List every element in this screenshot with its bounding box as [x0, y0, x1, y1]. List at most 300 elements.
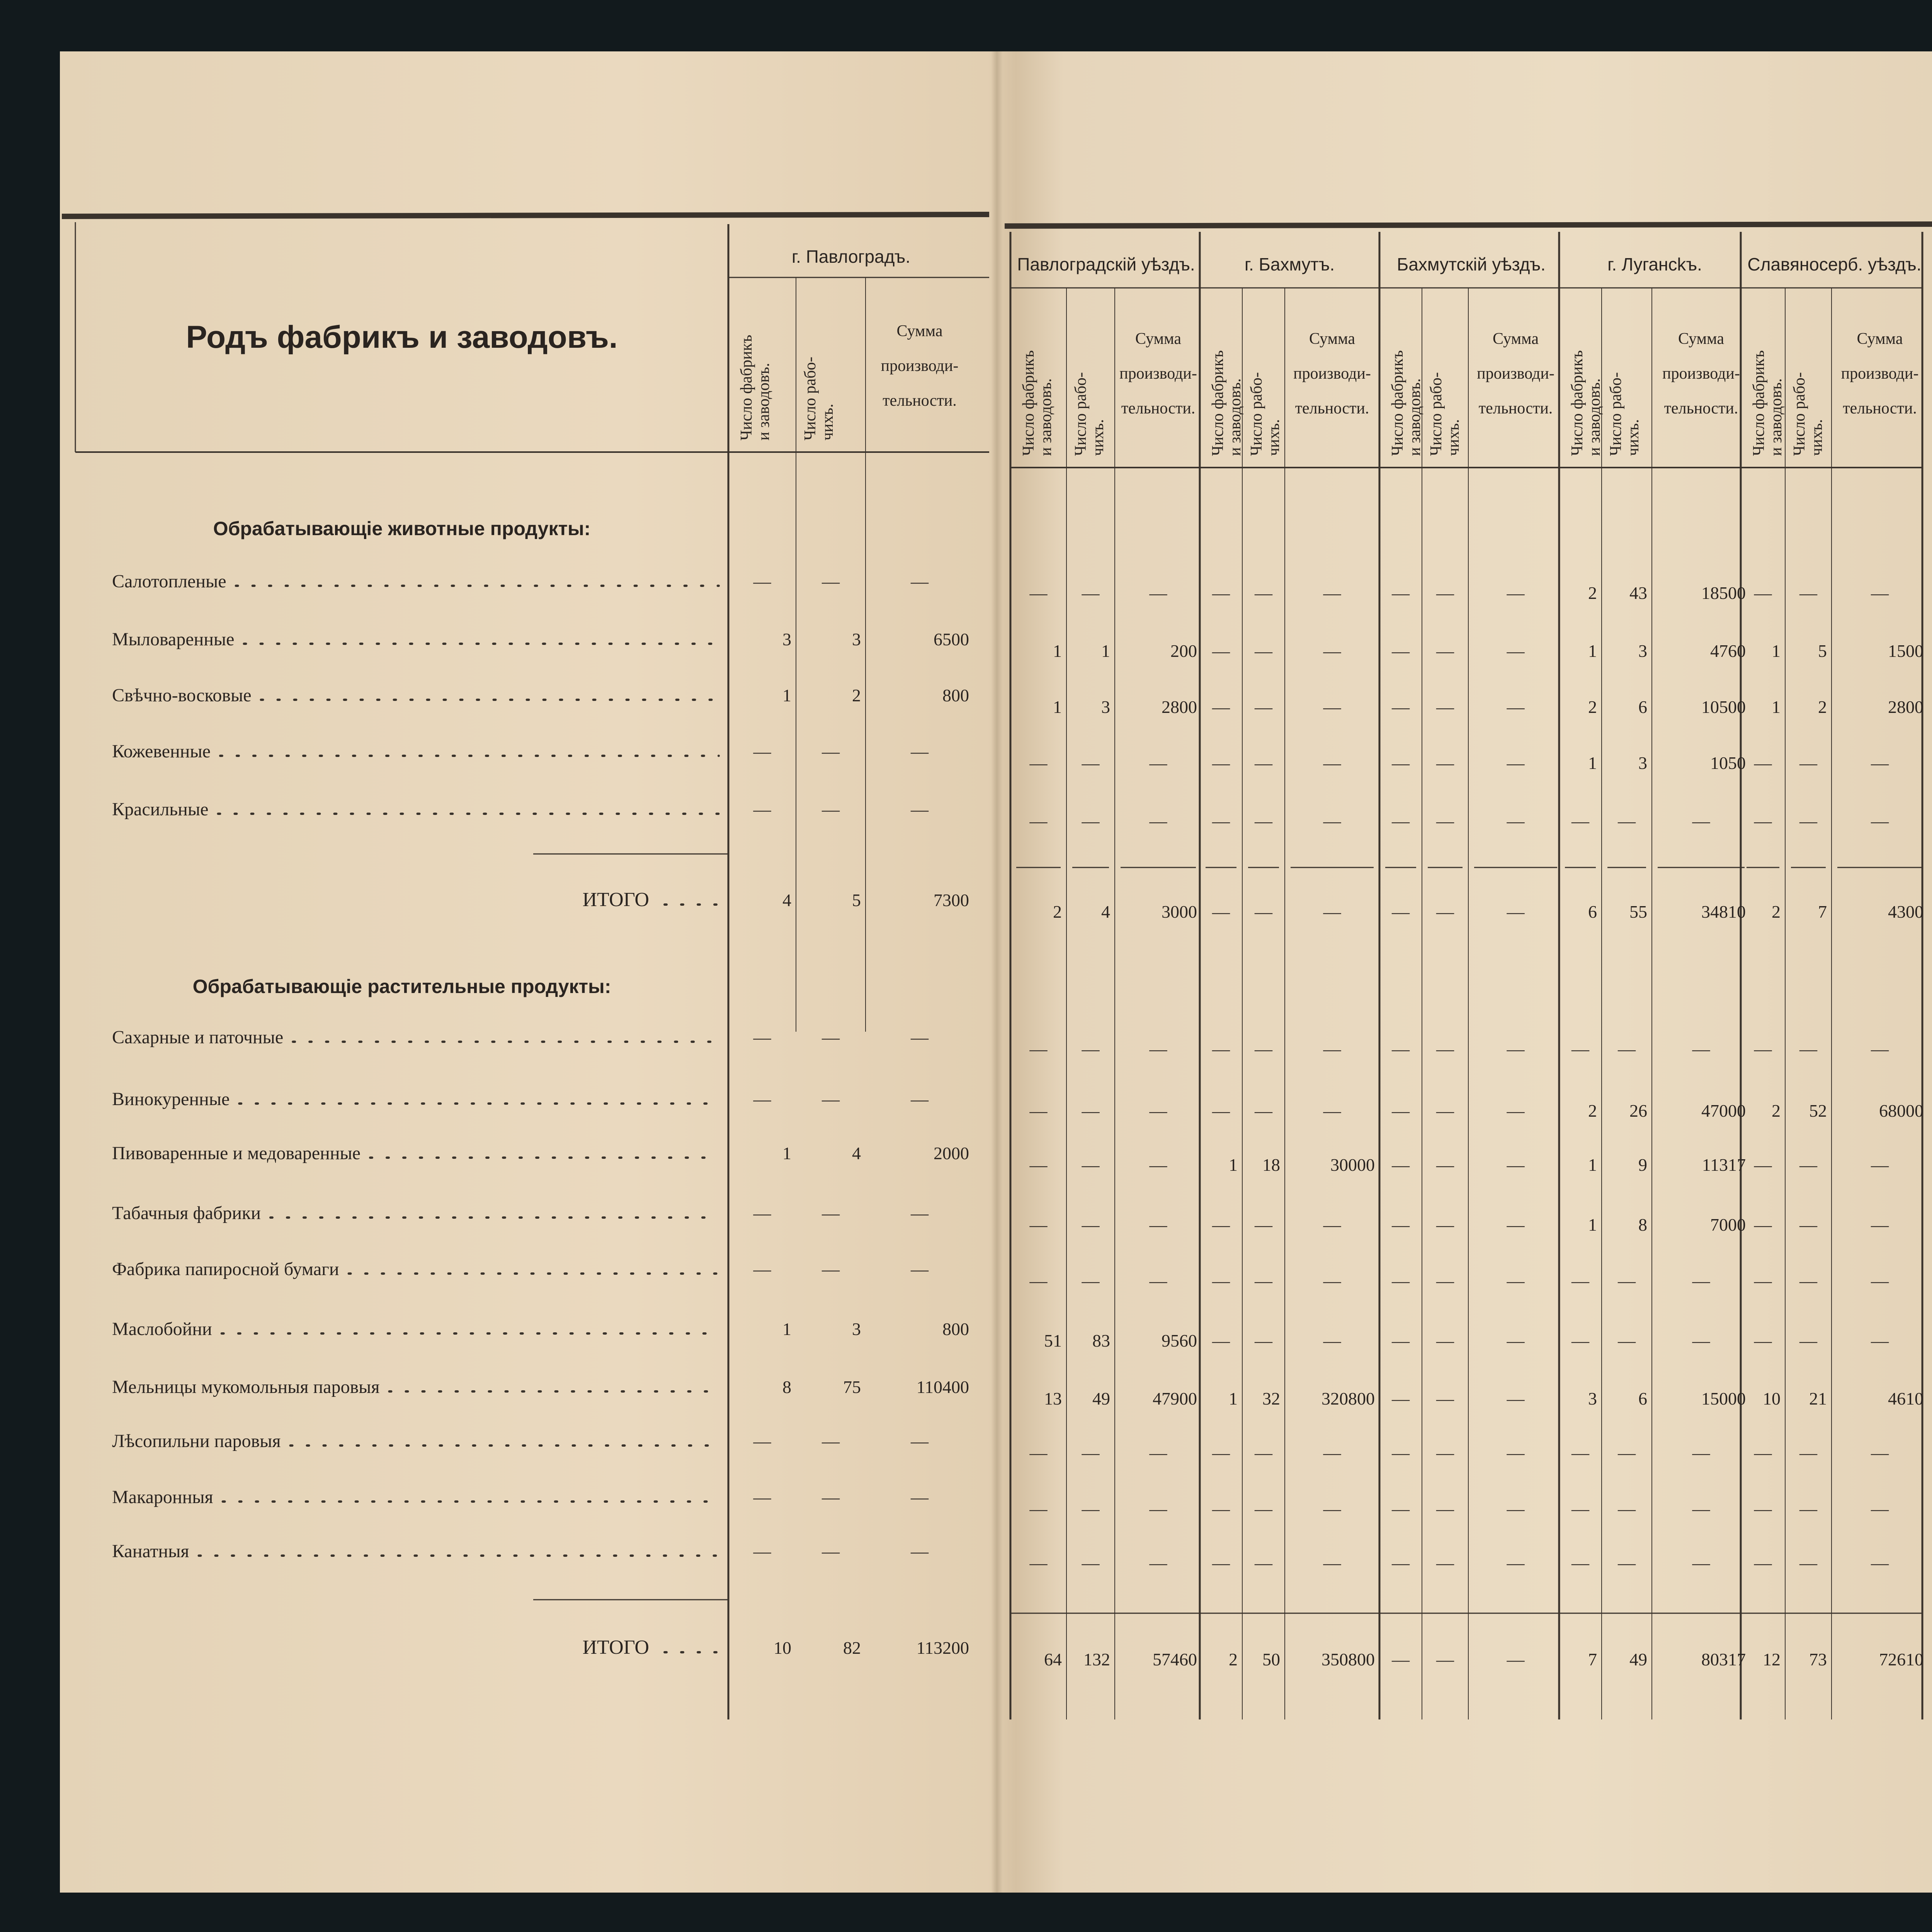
table-cell: — [1799, 1039, 1817, 1059]
table-cell: — [1029, 1155, 1048, 1175]
table-cell: — [1149, 1155, 1167, 1175]
col-head-workers: Число рабо- [1248, 372, 1265, 456]
table-cell: 18500 [1701, 583, 1746, 603]
table-cell: — [1149, 1271, 1167, 1291]
table-cell: — [753, 1431, 771, 1451]
table-cell: 52 [1809, 1101, 1827, 1121]
table-cell: — [911, 742, 929, 761]
total-cell: 50 [1262, 1650, 1280, 1669]
table-cell: — [1507, 697, 1525, 717]
district-title: г. Лугансkъ. [1607, 254, 1702, 274]
row-label: Канатныя [112, 1541, 189, 1561]
table-cell: — [1507, 1215, 1525, 1235]
col-head-output: тельности. [1843, 400, 1917, 417]
table-cell: 30000 [1330, 1155, 1375, 1175]
table-cell: 32 [1262, 1389, 1280, 1408]
table-cell: — [1436, 753, 1454, 773]
table-cell: — [1436, 1443, 1454, 1463]
table-cell: — [1871, 1553, 1889, 1573]
table-cell: 15000 [1701, 1389, 1746, 1408]
table-cell: — [1507, 1039, 1525, 1059]
table-cell: — [1255, 1271, 1272, 1291]
table-cell: 1 [1053, 697, 1062, 717]
table-cell: — [1082, 1215, 1100, 1235]
table-cell: — [1871, 1331, 1889, 1350]
row-label: Винокуренные [112, 1089, 230, 1109]
table-cell: — [1754, 1039, 1772, 1059]
table-cell: — [1871, 811, 1889, 831]
table-cell: 1 [1588, 1155, 1597, 1175]
table-cell: 3 [852, 629, 861, 649]
table-cell: 2 [1588, 1101, 1597, 1121]
col-head-workers: чихъ. [1624, 419, 1642, 456]
col-head-workers: Число рабо- [1427, 372, 1445, 456]
col-head-output: производи- [1841, 365, 1919, 383]
table-cell: — [1212, 583, 1230, 603]
table-cell: — [1692, 1039, 1710, 1059]
table-cell: — [1082, 1553, 1100, 1573]
table-cell: — [1255, 641, 1272, 661]
total-cell: 3000 [1162, 902, 1197, 922]
table-cell: — [1507, 753, 1525, 773]
col-head-output: производи- [1662, 365, 1740, 383]
table-cell: 10 [1763, 1389, 1781, 1408]
total-cell: — [1255, 902, 1272, 922]
table-cell: — [1799, 1553, 1817, 1573]
table-cell: — [1571, 811, 1589, 831]
total-cell: 49 [1629, 1650, 1647, 1669]
table-cell: — [1507, 1443, 1525, 1463]
table-cell: — [822, 1541, 840, 1561]
row-label: Лѣсопильни паровыя [112, 1431, 281, 1451]
table-cell: — [1571, 1499, 1589, 1519]
row-label: Мыловаренные [112, 629, 235, 650]
table-cell: — [1392, 1389, 1410, 1408]
table-cell: — [1029, 1443, 1048, 1463]
table-cell: — [1571, 1271, 1589, 1291]
table-cell: — [911, 1541, 929, 1561]
district-title: Павлоградскій уѣздъ. [1017, 254, 1195, 274]
table-cell: — [1082, 583, 1100, 603]
table-cell: — [1507, 1271, 1525, 1291]
row-label: Сахарные и паточные [112, 1027, 284, 1048]
table-cell: — [1029, 753, 1048, 773]
table-cell: — [1618, 811, 1636, 831]
total-cell: 2 [1229, 1650, 1238, 1669]
table-cell: — [911, 1259, 929, 1279]
table-cell: — [1149, 583, 1167, 603]
table-cell: — [1392, 1155, 1410, 1175]
col-head-workers: чихъ. [1808, 419, 1826, 456]
col-head-output: тельности. [1295, 400, 1369, 417]
total-cell: — [1212, 902, 1230, 922]
col-head-workers: Число рабо- [801, 357, 819, 440]
col-head-factories: и заводовъ. [755, 363, 773, 440]
table-cell: 11317 [1702, 1155, 1746, 1175]
table-cell: 2800 [1888, 697, 1923, 717]
table-cell: — [1212, 1553, 1230, 1573]
col-head-workers: чихъ. [1089, 419, 1107, 456]
table-cell: — [822, 742, 840, 761]
col-head-workers: чихъ. [1445, 419, 1463, 456]
col-head-output: производи- [1477, 365, 1554, 383]
total-cell: 4 [1101, 902, 1110, 922]
table-cell: — [753, 1203, 771, 1223]
table-cell: — [1692, 1553, 1710, 1573]
table-cell: — [911, 1089, 929, 1109]
table-cell: 2000 [934, 1143, 969, 1163]
table-cell: — [1082, 811, 1100, 831]
table-cell: — [1436, 1039, 1454, 1059]
table-cell: 1 [1229, 1155, 1238, 1175]
table-cell: — [1392, 1331, 1410, 1350]
row-label: Кожевенные [112, 741, 211, 762]
table-cell: — [1436, 1215, 1454, 1235]
table-cell: — [1029, 1215, 1048, 1235]
total-label: ИТОГО [582, 889, 649, 911]
table-cell: — [1799, 1215, 1817, 1235]
table-cell: — [1799, 1499, 1817, 1519]
col-head-workers: Число рабо- [1072, 372, 1090, 456]
top-rule-left [62, 214, 989, 216]
table-cell: — [1799, 1443, 1817, 1463]
district-title: г. Бахмутъ. [1244, 254, 1335, 274]
table-cell: — [1255, 1499, 1272, 1519]
table-cell: — [1507, 811, 1525, 831]
table-cell: — [1754, 1443, 1772, 1463]
table-cell: — [1323, 1039, 1341, 1059]
table-cell: — [1507, 1101, 1525, 1121]
total-cell: 73 [1809, 1650, 1827, 1669]
table-cell: 1 [1588, 1215, 1597, 1235]
table-cell: 1 [1772, 697, 1781, 717]
table-cell: — [1149, 811, 1167, 831]
table-cell: — [1392, 753, 1410, 773]
total-cell: 7 [1818, 902, 1827, 922]
table-cell: 3 [782, 629, 791, 649]
table-cell: 1 [1588, 641, 1597, 661]
table-cell: — [822, 1089, 840, 1109]
row-label: Красильные [112, 799, 209, 820]
table-cell: — [753, 571, 771, 591]
table-cell: 2800 [1162, 697, 1197, 717]
table-cell: — [1212, 811, 1230, 831]
table-cell: 4760 [1710, 641, 1746, 661]
table-cell: 49 [1092, 1389, 1110, 1408]
table-cell: — [1255, 811, 1272, 831]
total-cell: 4 [782, 890, 791, 910]
col-head-output: Сумма [1309, 330, 1355, 348]
table-cell: — [1871, 1039, 1889, 1059]
table-cell: 1 [782, 1143, 791, 1163]
table-cell: — [1436, 641, 1454, 661]
col-head-factories: Число фабрикъ [738, 335, 755, 440]
table-cell: 9 [1638, 1155, 1647, 1175]
table-cell: — [1323, 1553, 1341, 1573]
table-cell: — [1212, 1499, 1230, 1519]
table-cell: — [1571, 1331, 1589, 1350]
row-label: Маслобойни [112, 1319, 212, 1339]
table-cell: — [1436, 1553, 1454, 1573]
table-cell: — [822, 1027, 840, 1047]
table-cell: — [1323, 641, 1341, 661]
table-cell: — [1029, 811, 1048, 831]
table-cell: — [1212, 697, 1230, 717]
table-cell: — [822, 1431, 840, 1451]
total-cell: 55 [1629, 902, 1647, 922]
table-cell: — [1754, 1331, 1772, 1350]
table-cell: — [1149, 753, 1167, 773]
total-label: ИТОГО [582, 1636, 649, 1658]
table-cell: 47900 [1153, 1389, 1197, 1408]
table-cell: — [1082, 1101, 1100, 1121]
col-head-factories: Число фабрикъ [1389, 350, 1406, 456]
row-label: Свѣчно-восковые [112, 685, 252, 706]
table-cell: 3 [1638, 753, 1647, 773]
table-cell: — [1392, 1101, 1410, 1121]
table-cell: 1 [782, 1319, 791, 1339]
table-cell: — [1082, 753, 1100, 773]
table-cell: — [911, 1487, 929, 1507]
table-cell: — [1149, 1215, 1167, 1235]
table-cell: — [1754, 1155, 1772, 1175]
col-head-factories: Число фабрикъ [1750, 350, 1768, 456]
total-cell: 2 [1772, 902, 1781, 922]
total-cell: 72610 [1879, 1650, 1923, 1669]
table-cell: — [1692, 1271, 1710, 1291]
table-cell: — [1323, 1443, 1341, 1463]
table-cell: — [1799, 1271, 1817, 1291]
table-cell: — [1799, 1331, 1817, 1350]
col-head-factories: и заводовъ. [1767, 378, 1785, 456]
table-cell: — [1212, 753, 1230, 773]
table-cell: — [1323, 583, 1341, 603]
table-cell: — [1082, 1499, 1100, 1519]
total-cell: 7 [1588, 1650, 1597, 1669]
table-cell: 8 [782, 1377, 791, 1397]
table-cell: — [1212, 1271, 1230, 1291]
table-cell: 2 [852, 685, 861, 705]
table-cell: — [1323, 697, 1341, 717]
total-cell: — [1436, 902, 1454, 922]
total-cell: — [1507, 902, 1525, 922]
table-cell: — [1871, 583, 1889, 603]
col-head-workers: чихъ. [819, 403, 837, 440]
col-head-output: тельности. [1478, 400, 1553, 417]
table-cell: — [1754, 583, 1772, 603]
table-cell: — [1323, 811, 1341, 831]
table-cell: — [1255, 1331, 1272, 1350]
table-cell: — [1149, 1443, 1167, 1463]
table-cell: — [1436, 1101, 1454, 1121]
table-cell: 320800 [1321, 1389, 1375, 1408]
table-cell: 3 [1638, 641, 1647, 661]
table-cell: — [911, 799, 929, 819]
table-cell: 3 [852, 1319, 861, 1339]
table-cell: 13 [1044, 1389, 1062, 1408]
table-cell: — [1392, 1553, 1410, 1573]
table-cell: — [1392, 1271, 1410, 1291]
table-cell: — [1082, 1039, 1100, 1059]
table-cell: 10500 [1701, 697, 1746, 717]
total-cell: 57460 [1153, 1650, 1197, 1669]
table-cell: — [1871, 753, 1889, 773]
table-cell: — [1082, 1443, 1100, 1463]
table-cell: — [1212, 641, 1230, 661]
table-cell: 83 [1092, 1331, 1110, 1350]
table-cell: 800 [942, 1319, 969, 1339]
table-cell: 6 [1638, 1389, 1647, 1408]
table-cell: 75 [843, 1377, 861, 1397]
table-cell: — [822, 1259, 840, 1279]
table-cell: — [1754, 1499, 1772, 1519]
row-label: Табачныя фабрики [112, 1203, 261, 1223]
table-cell: 6500 [934, 629, 969, 649]
table-cell: — [1082, 1271, 1100, 1291]
table-cell: — [1692, 1443, 1710, 1463]
table-cell: — [1392, 1499, 1410, 1519]
total-cell: 80317 [1701, 1650, 1746, 1669]
total-cell: 34810 [1701, 902, 1746, 922]
table-cell: — [1799, 1155, 1817, 1175]
table-cell: — [1692, 1331, 1710, 1350]
table-cell: — [1029, 583, 1048, 603]
total-cell: 82 [843, 1638, 861, 1658]
table-cell: — [1392, 1443, 1410, 1463]
table-cell: — [1255, 1553, 1272, 1573]
total-cell: 2 [1053, 902, 1062, 922]
table-cell: 1 [1588, 753, 1597, 773]
table-cell: — [1618, 1553, 1636, 1573]
table-cell: — [1323, 1215, 1341, 1235]
table-cell: 800 [942, 685, 969, 705]
total-cell: — [1392, 902, 1410, 922]
table-cell: 1 [782, 685, 791, 705]
row-label: Мельницы мукомольныя паровыя [112, 1377, 380, 1397]
table-cell: — [1255, 697, 1272, 717]
table-cell: — [753, 1259, 771, 1279]
table-cell: — [1392, 811, 1410, 831]
table-cell: 8 [1638, 1215, 1647, 1235]
table-cell: — [1392, 1215, 1410, 1235]
table-cell: — [1323, 753, 1341, 773]
table-cell: — [822, 1203, 840, 1223]
table-cell: 1500 [1888, 641, 1923, 661]
table-cell: — [1029, 1101, 1048, 1121]
table-cell: 47000 [1701, 1101, 1746, 1121]
table-cell: — [822, 1487, 840, 1507]
table-cell: — [753, 1487, 771, 1507]
table-cell: 3 [1588, 1389, 1597, 1408]
table-cell: — [1149, 1039, 1167, 1059]
col-head-factories: Число фабрикъ [1568, 350, 1586, 456]
table-cell: — [1255, 1443, 1272, 1463]
table-cell: — [1436, 1331, 1454, 1350]
table-cell: 6 [1638, 697, 1647, 717]
table-cell: 1 [1772, 641, 1781, 661]
table-cell: 200 [1170, 641, 1197, 661]
col-head-output: производи- [1293, 365, 1371, 383]
table-cell: — [753, 1541, 771, 1561]
table-cell: 2 [1588, 583, 1597, 603]
total-cell: 350800 [1321, 1650, 1375, 1669]
total-cell: — [1323, 902, 1341, 922]
table-cell: 3 [1101, 697, 1110, 717]
table-cell: — [1212, 1331, 1230, 1350]
table-cell: — [1212, 1443, 1230, 1463]
table-cell: — [1799, 753, 1817, 773]
col-head-output: Сумма [1135, 330, 1181, 348]
table-cell: — [1507, 1155, 1525, 1175]
table-cell: — [1436, 697, 1454, 717]
table-cell: — [1392, 641, 1410, 661]
col-head-workers: Число рабо- [1607, 372, 1625, 456]
table-cell: — [822, 571, 840, 591]
table-cell: 2 [1818, 697, 1827, 717]
table-cell: — [1436, 1155, 1454, 1175]
table-cell: — [1507, 1331, 1525, 1350]
table-cell: — [911, 571, 929, 591]
section-title: Обрабатывающіе животные продукты: [213, 518, 591, 539]
table-cell: — [1323, 1101, 1341, 1121]
table-cell: — [1436, 1389, 1454, 1408]
table-cell: — [1871, 1443, 1889, 1463]
table-cell: 26 [1629, 1101, 1647, 1121]
table-cell: — [1618, 1271, 1636, 1291]
table-cell: 2 [1772, 1101, 1781, 1121]
total-cell: 64 [1044, 1650, 1062, 1669]
table-cell: — [1618, 1039, 1636, 1059]
table-cell: — [1571, 1553, 1589, 1573]
row-label: Пивоваренные и медоваренные [112, 1143, 361, 1163]
table-cell: — [753, 1027, 771, 1047]
table-cell: 4 [852, 1143, 861, 1163]
table-cell: — [1871, 1499, 1889, 1519]
table-cell: — [1754, 1215, 1772, 1235]
total-cell: 6 [1588, 902, 1597, 922]
table-cell: — [1618, 1331, 1636, 1350]
table-cell: — [1871, 1155, 1889, 1175]
total-cell: — [1392, 1650, 1410, 1669]
total-cell: 10 [774, 1638, 791, 1658]
table-cell: — [1754, 1271, 1772, 1291]
table-cell: — [1507, 1499, 1525, 1519]
table-cell: — [1323, 1499, 1341, 1519]
table-cell: — [1436, 1499, 1454, 1519]
row-label: Салотопленые [112, 571, 226, 592]
table-cell: — [1571, 1443, 1589, 1463]
table-cell: — [1392, 583, 1410, 603]
table-cell: — [1029, 1553, 1048, 1573]
table-cell: — [911, 1203, 929, 1223]
col-head-output: Сумма [1678, 330, 1724, 348]
table-cell: 5 [1818, 641, 1827, 661]
table-cell: — [753, 742, 771, 761]
table-cell: — [1754, 1553, 1772, 1573]
table-cell: 1 [1101, 641, 1110, 661]
table-cell: — [1436, 811, 1454, 831]
col-head-factories: Число фабрикъ [1020, 350, 1037, 456]
table-cell: — [1392, 1039, 1410, 1059]
col-head-output: производи- [1119, 365, 1197, 383]
table-cell: 21 [1809, 1389, 1827, 1408]
total-cell: 12 [1763, 1650, 1781, 1669]
total-cell: — [1507, 1650, 1525, 1669]
table-cell: 51 [1044, 1331, 1062, 1350]
table-cell: 18 [1262, 1155, 1280, 1175]
table-cell: — [1618, 1499, 1636, 1519]
table-cell: — [1255, 1039, 1272, 1059]
